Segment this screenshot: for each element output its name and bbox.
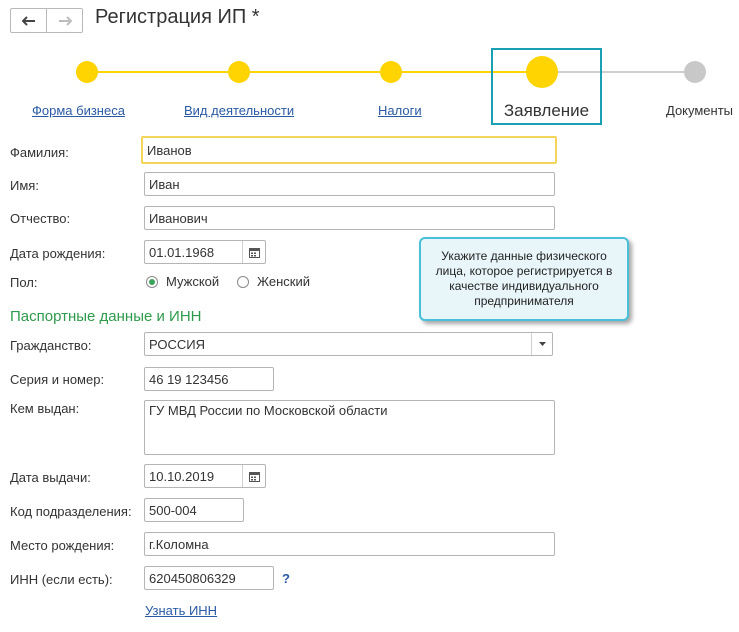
- stepper-progress-line: [87, 71, 541, 73]
- step-activity[interactable]: Вид деятельности: [184, 103, 295, 118]
- chevron-down-icon: [539, 342, 546, 346]
- birth-date-value: 01.01.1968: [149, 244, 215, 260]
- department-code-input[interactable]: [144, 498, 244, 522]
- birth-place-input[interactable]: [144, 532, 555, 556]
- step-taxes[interactable]: Налоги: [378, 103, 422, 118]
- department-code-value: 500-004: [149, 502, 197, 518]
- gender-female-radio[interactable]: [237, 276, 249, 288]
- surname-label: Фамилия:: [10, 145, 69, 160]
- step-dot-activity: [228, 61, 250, 83]
- patronymic-value: Иванович: [149, 210, 208, 226]
- calendar-icon: [249, 471, 260, 482]
- step-application: Заявление: [503, 101, 590, 120]
- birth-place-label: Место рождения:: [10, 538, 115, 553]
- series-number-label: Серия и номер:: [10, 372, 105, 387]
- issue-date-label: Дата выдачи:: [10, 470, 91, 485]
- step-dot-business-form: [76, 61, 98, 83]
- arrow-left-icon: [22, 16, 36, 26]
- citizenship-select[interactable]: [144, 332, 553, 356]
- issued-by-textarea[interactable]: [144, 400, 555, 455]
- birth-date-input[interactable]: [144, 240, 266, 264]
- step-dot-documents: [684, 61, 706, 83]
- issue-date-value: 10.10.2019: [149, 468, 215, 484]
- citizenship-label: Гражданство:: [10, 338, 92, 353]
- issue-date-calendar-button[interactable]: [242, 465, 265, 487]
- birth-date-calendar-button[interactable]: [242, 241, 265, 263]
- calendar-icon: [249, 247, 260, 258]
- gender-label: Пол:: [10, 275, 38, 290]
- issued-by-value: ГУ МВД России по Московской области: [149, 403, 388, 418]
- issued-by-label: Кем выдан:: [10, 401, 80, 416]
- find-inn-link[interactable]: Узнать ИНН: [145, 603, 218, 618]
- patronymic-label: Отчество:: [10, 211, 71, 226]
- name-value: Иван: [149, 176, 180, 192]
- patronymic-input[interactable]: [144, 206, 555, 230]
- surname-input[interactable]: [141, 136, 557, 164]
- radio-selected-dot: [149, 279, 155, 285]
- step-documents: Документы: [666, 103, 734, 118]
- navigation-buttons: [10, 8, 83, 33]
- name-input[interactable]: [144, 172, 555, 196]
- department-code-label: Код подразделения:: [10, 504, 132, 519]
- issue-date-input[interactable]: [144, 464, 266, 488]
- step-dot-taxes: [380, 61, 402, 83]
- citizenship-value: РОССИЯ: [149, 336, 206, 352]
- step-business-form[interactable]: Форма бизнеса: [32, 103, 125, 118]
- gender-female-label[interactable]: Женский: [257, 274, 310, 289]
- inn-value: 620450806329: [149, 570, 236, 586]
- gender-male-radio[interactable]: [146, 276, 158, 288]
- series-number-input[interactable]: [144, 367, 274, 391]
- back-button[interactable]: [11, 9, 46, 32]
- arrow-right-icon: [58, 16, 72, 26]
- passport-section-title: Паспортные данные и ИНН: [10, 308, 202, 325]
- inn-input[interactable]: [144, 566, 274, 590]
- series-number-value: 46 19 123456: [149, 371, 229, 387]
- birth-place-value: г.Коломна: [149, 536, 209, 552]
- citizenship-dropdown-button[interactable]: [531, 333, 552, 355]
- birth-date-label: Дата рождения:: [10, 246, 106, 261]
- inn-label: ИНН (если есть):: [10, 572, 113, 587]
- forward-button[interactable]: [46, 9, 82, 32]
- surname-value: Иванов: [147, 142, 192, 158]
- hint-tooltip-text: Укажите данные физического лица, которое регистрируется в качестве индивидуального предпринимателя: [435, 249, 613, 308]
- name-label: Имя:: [10, 178, 39, 193]
- hint-tooltip: [419, 237, 629, 321]
- gender-male-label[interactable]: Мужской: [166, 274, 220, 289]
- page-title: Регистрация ИП *: [95, 6, 260, 28]
- inn-help-button[interactable]: ?: [282, 571, 290, 586]
